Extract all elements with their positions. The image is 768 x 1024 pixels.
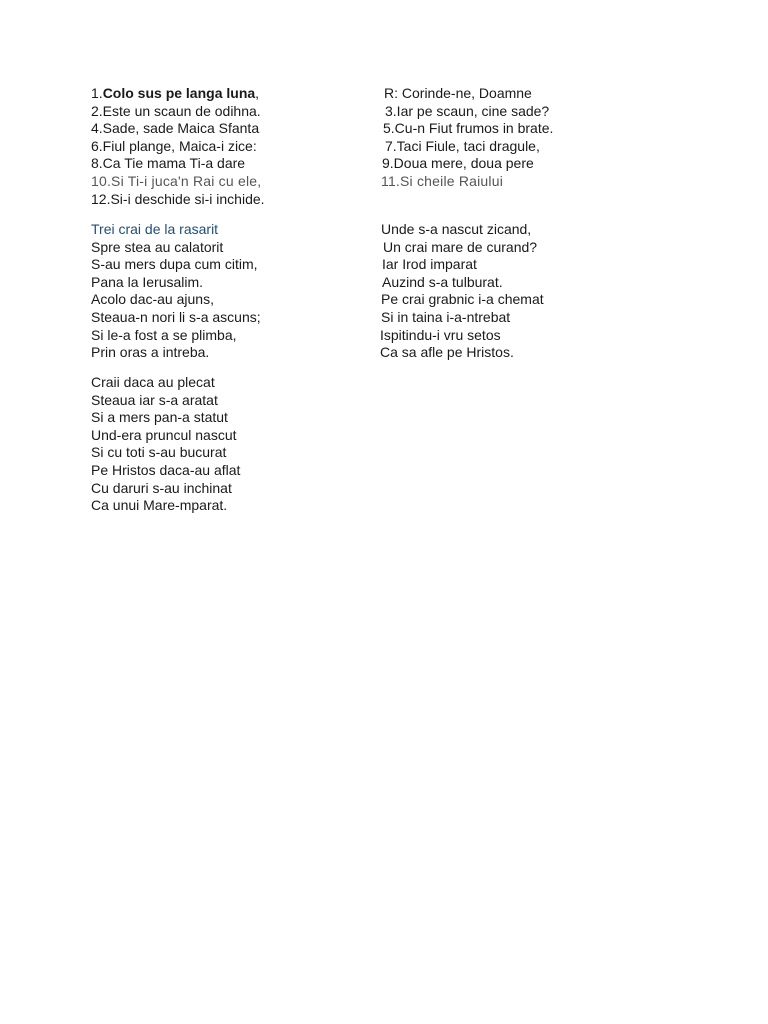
stanza3-line: Pe Hristos daca-au aflat	[91, 462, 241, 478]
stanza2-right-line: Ca sa afle pe Hristos.	[380, 344, 514, 360]
stanza2-left-line: S-au mers dupa cum citim,	[91, 256, 258, 272]
stanza1-left-line-1	[91, 85, 259, 102]
stanza3-line: Und-era pruncul nascut	[91, 427, 237, 443]
stanza1-left-line: 2.Este un scaun de odihna.	[91, 103, 261, 119]
stanza2-right-line: Ispitindu-i vru setos	[380, 327, 501, 343]
stanza2-left-line: Si le-a fost a se plimba,	[91, 327, 237, 343]
stanza1-right-line: 7.Taci Fiule, taci dragule,	[385, 138, 540, 154]
stanza3-line: Si a mers pan-a statut	[91, 409, 228, 425]
stanza1-right-line: 9.Doua mere, doua pere	[382, 155, 534, 171]
stanza3-line: Craii daca au plecat	[91, 374, 215, 390]
stanza3-line: Si cu toti s-au bucurat	[91, 444, 227, 460]
stanza1-left-line: 4.Sade, sade Maica Sfanta	[91, 120, 260, 136]
stanza2-right-line: Unde s-a nascut zicand,	[381, 221, 532, 237]
stanza2-heading: Trei crai de la rasarit	[91, 221, 219, 237]
stanza2-left-line: Prin oras a intreba.	[91, 344, 210, 360]
stanza2-right-line: Iar Irod imparat	[382, 256, 477, 272]
stanza3-line: Ca unui Mare-mparat.	[91, 497, 228, 513]
stanza3-line: Cu daruri s-au inchinat	[91, 480, 232, 496]
stanza1-left-line: 12.Si-i deschide si-i inchide.	[91, 191, 265, 207]
song-title: Colo sus pe langa luna	[102, 85, 256, 101]
stanza2-left-line: Steaua-n nori li s-a ascuns;	[91, 309, 261, 325]
stanza1-left-line: 10.Si Ti-i juca'n Rai cu ele,	[91, 173, 262, 189]
stanza1-left-line: 6.Fiul plange, Maica-i zice:	[91, 138, 257, 154]
stanza2-right-line: Un crai mare de curand?	[383, 239, 538, 255]
stanza1-left-line: 8.Ca Tie mama Ti-a dare	[91, 155, 246, 171]
stanza2-right-line: Auzind s-a tulburat.	[382, 274, 503, 290]
title-comma: ,	[255, 85, 260, 101]
stanza1-right-line: 5.Cu-n Fiut frumos in brate.	[383, 120, 554, 136]
stanza3-line: Steaua iar s-a aratat	[91, 392, 218, 408]
stanza1-right-line: 11.Si cheile Raiului	[381, 173, 504, 189]
stanza1-right-line: 3.Iar pe scaun, cine sade?	[385, 103, 550, 119]
stanza2-right-line: Pe crai grabnic i-a chemat	[381, 291, 544, 307]
stanza2-right-line: Si in taina i-a-ntrebat	[381, 309, 511, 325]
stanza2-left-line: Pana la Ierusalim.	[91, 274, 204, 290]
stanza2-left-line: Acolo dac-au ajuns,	[91, 291, 214, 307]
stanza1-right-line: R: Corinde-ne, Doamne	[384, 85, 532, 101]
stanza2-left-line: Spre stea au calatorit	[91, 239, 224, 255]
line-number: 1.	[91, 85, 103, 101]
